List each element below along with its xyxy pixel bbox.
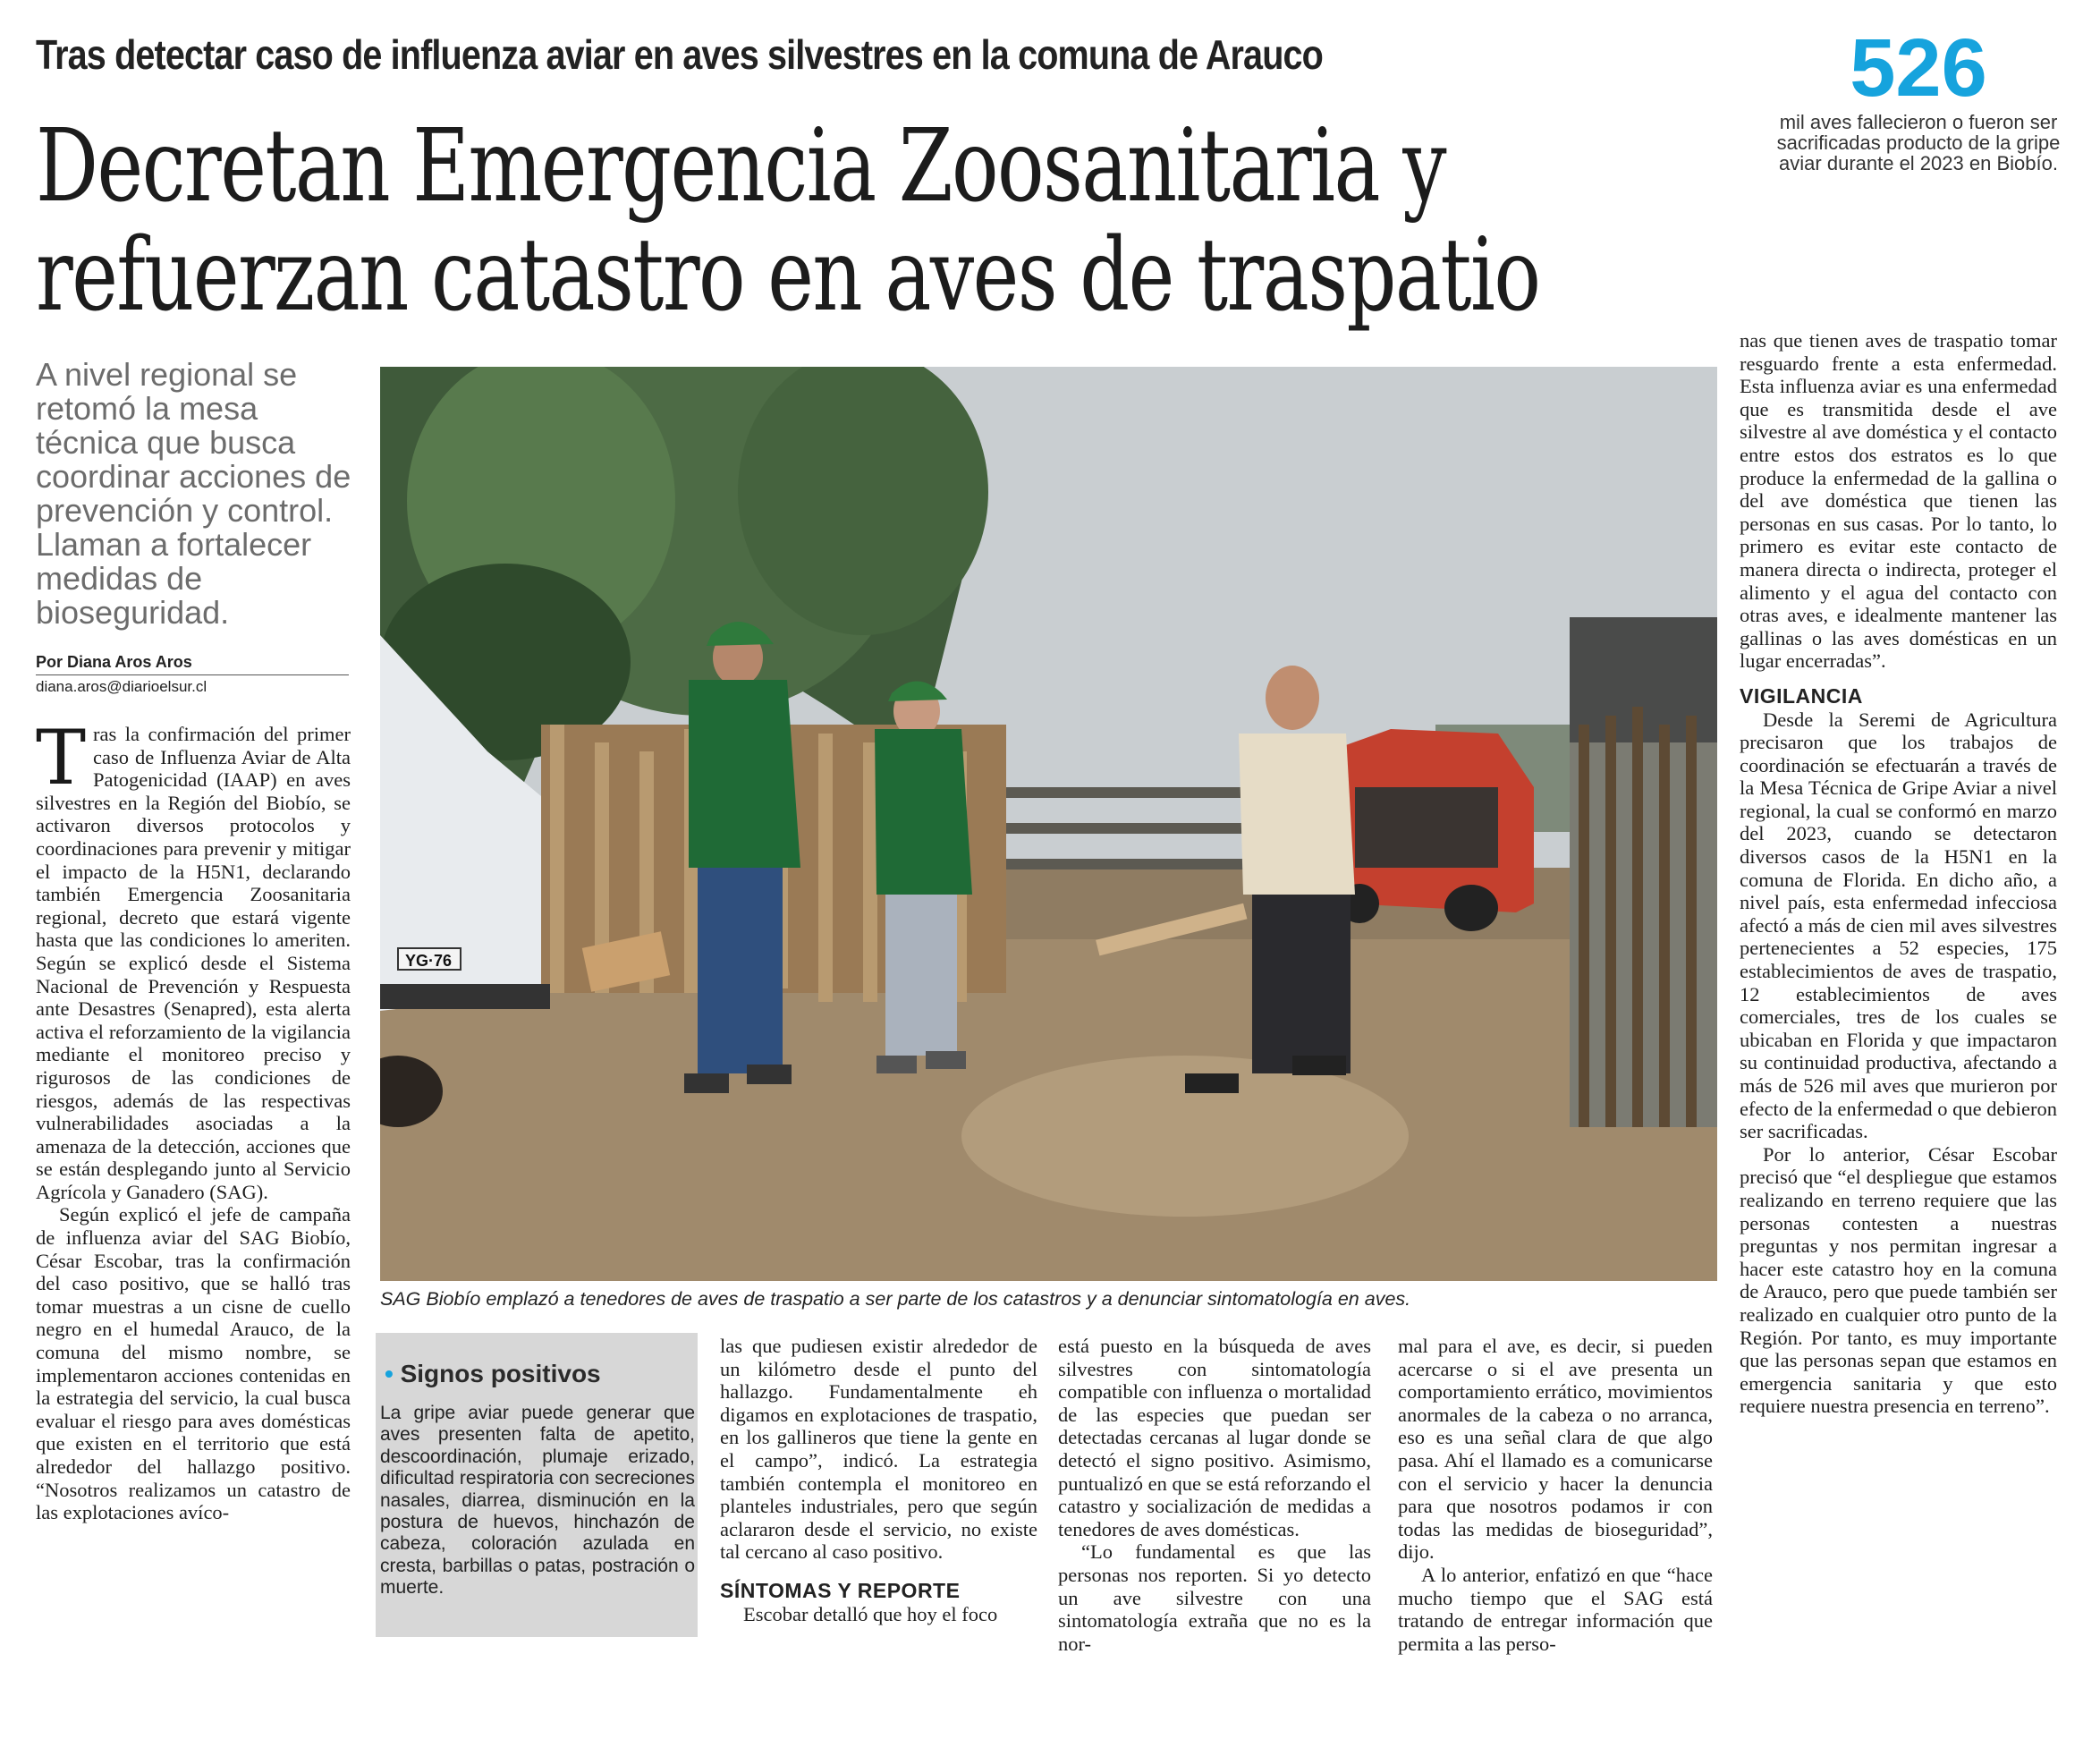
news-photo [380, 367, 1717, 1281]
vehicle-plate: YG·76 [405, 952, 453, 970]
body-paragraph: Desde la Seremi de Agricultura precisaron que los trabajos de coordinación se efectuarán a través de la Mesa Técnica de Gripe Aviar a nivel regional, la cual se conformó en marzo del 2023, cuando se detectaron diversos casos de la H5N1 en la comuna de Florida. En dicho año, a nivel país, esta enfermedad infecciosa afectó a más de cien mil aves silvestres pertenecientes a 52 especies, 175 establecimientos de aves de traspatio, 12 establecimientos de aves comerciales, tres de los cuales se ubicaban en Florida y que impactaron su continuidad productiva, afectando a más de 526 mil aves que murieron por efecto de la enfermedad o que debieron ser sacrificadas. [1740, 708, 2057, 1143]
body-paragraph: Según explicó el jefe de campaña de influenza aviar del SAG Biobío, César Escobar, tras la confirmación del caso positivo, que se halló tras tomar muestras a un cisne de cuello negro en el humedal Arauco, de la comuna del mismo nombre, se implementaron acciones contenidas en la estrategia del servicio, la cual busca evaluar el riesgo para aves domésticas que existen en el territorio que está alrededor del hallazgo positivo. “Nosotros realizamos un catastro de las explotaciones avíco- [36, 1203, 351, 1524]
byline: Por Diana Aros Aros [36, 653, 349, 675]
headline [36, 108, 1710, 334]
body-paragraph: Escobar detalló que hoy el foco [743, 1602, 998, 1625]
bullet-icon: • [385, 1360, 394, 1387]
lead-summary: A nivel regional se retomó la mesa técnica que busca coordinar acciones de prevención y control. Llaman a fortalecer medidas de bioseguridad. [36, 356, 351, 631]
body-paragraph: A lo anterior, enfatizó en que “hace mucho tiempo que el SAG está tratando de entregar información que permita a las perso- [1398, 1563, 1713, 1655]
headline-line-2: refuerzan catastro en aves de traspatio [36, 217, 1540, 334]
subhead-vigilancia: VIGILANCIA [1740, 683, 1863, 708]
body-column-2 [720, 1335, 1037, 1625]
body-column-4 [1398, 1335, 1713, 1655]
body-paragraph: “Lo fundamental es que las personas nos reporten. Si yo detecto un ave silvestre con una sintomatología extraña que no es la nor- [1058, 1540, 1371, 1655]
subhead-sintomas: SÍNTOMAS Y REPORTE [720, 1578, 961, 1602]
body-paragraph: Tras la confirmación del primer caso de Influenza Aviar de Alta Patogenicidad (IAAP) en aves silvestres en la Región del Biobío, se activaron diversos protocolos y coordinaciones para prevenir y mitigar el impacto de la H5N1, declarando también Emergencia Zoosanitaria regional, decreto que estará vigente hasta que las condiciones lo ameriten. Según se explicó desde el Sistema Nacional de Prevención y Respuesta ante Desastres (Senapred), esta alerta activa el reforzamiento de la vigilancia mediante el monitoreo preciso y rigurosos de las condiciones de riesgos, además de las respectivas vulnerabilidades asociadas a la amenaza de la detección, acciones que se están desplegando junto al Servicio Agrícola y Ganadero (SAG). [36, 714, 351, 1203]
stat-text: mil aves fallecieron o fueron ser sacrificadas producto de la gripe aviar durante el 2023 en Biobío. [1776, 111, 2061, 174]
author-email: diana.aros@diarioelsur.cl [36, 678, 207, 695]
headline-line-1: Decretan Emergencia Zoosanitaria y [36, 108, 1446, 225]
stat-number: 526 [1850, 22, 1987, 114]
photo-caption: SAG Biobío emplazó a tenedores de aves de traspatio a ser parte de los catastros y a denunciar sintomatología en aves. [380, 1288, 1411, 1310]
box-title: • Signos positivos [385, 1360, 601, 1387]
drop-cap: T [36, 714, 87, 802]
body-column-1 [36, 714, 351, 1524]
body-column-5 [1740, 329, 2057, 1418]
body-column-3 [1058, 1335, 1371, 1655]
body-paragraph: mal para el ave, es decir, si pueden acercarse o si el ave presenta un comportamiento errático, movimientos anormales de la cabeza o no arranca, eso es una señal clara de que algo pasa. Ahí el llamado es a comunicarse con el servicio y hacer la denuncia para que nosotros podamos ir con todas las medidas de bioseguridad”, dijo. [1398, 1335, 1713, 1564]
body-paragraph: está puesto en la búsqueda de aves silvestres con sintomatología compatible con influenza o mortalidad de las especies que puedan ser detectadas cercanas al lugar donde se detectó el signo positivo. Asimismo, puntualizó en que se está reforzando el catastro y socialización de medidas a tenedores de aves domésticas. [1058, 1335, 1371, 1540]
body-paragraph: las que pudiesen existir alrededor de un kilómetro desde el punto del hallazgo. Fundamentalmente eh digamos en explotaciones de traspatio, en los gallineros que tiene la gente en el campo”, indicó. La estrategia también contempla el monitoreo en planteles industriales, pero que según aclararon desde el servicio, no existe tal cercano al caso positivo. [720, 1335, 1037, 1564]
box-text: La gripe aviar puede generar que aves presenten falta de apetito, descoordinación, plumaje erizado, dificultad respiratoria con secreciones nasales, diarrea, disminución en la postura de huevos, hinchazón de cabeza, coloración azulada en cresta, barbillas o patas, postración o muerte. [380, 1403, 695, 1599]
farm-scene-illustration [380, 367, 1717, 1281]
body-paragraph: Por lo anterior, César Escobar precisó que “el despliegue que estamos realizando en terreno requiere que las personas contesten a nuestras preguntas y nos permitan ingresar a hacer este catastro hoy en la comuna de Arauco, pero que puede también ser realizado en cualquier otro punto de la Región. Por tanto, es muy importante que las personas sepan que estamos en emergencia sanitaria y que esto requiere nuestra presencia en terreno”. [1740, 1142, 2057, 1418]
body-paragraph: nas que tienen aves de traspatio tomar resguardo frente a esta enfermedad. Esta influenza aviar es una enfermedad que es transmitida desde el ave silvestre al ave doméstica y el contacto entre estos dos estratos es lo que produce la enfermedad de la gallina o del ave doméstica que tienen las personas en sus casas. Por lo tanto, lo primero es evitar este contacto de manera directa o indirecta, proteger el alimento y el agua del contacto con otras aves, e idealmente mantener las gallinas o las aves domésticas en un lugar encerradas”. [1740, 329, 2057, 673]
article-kicker: Tras detectar caso de influenza aviar en aves silvestres en la comuna de Arauco [36, 31, 1323, 78]
